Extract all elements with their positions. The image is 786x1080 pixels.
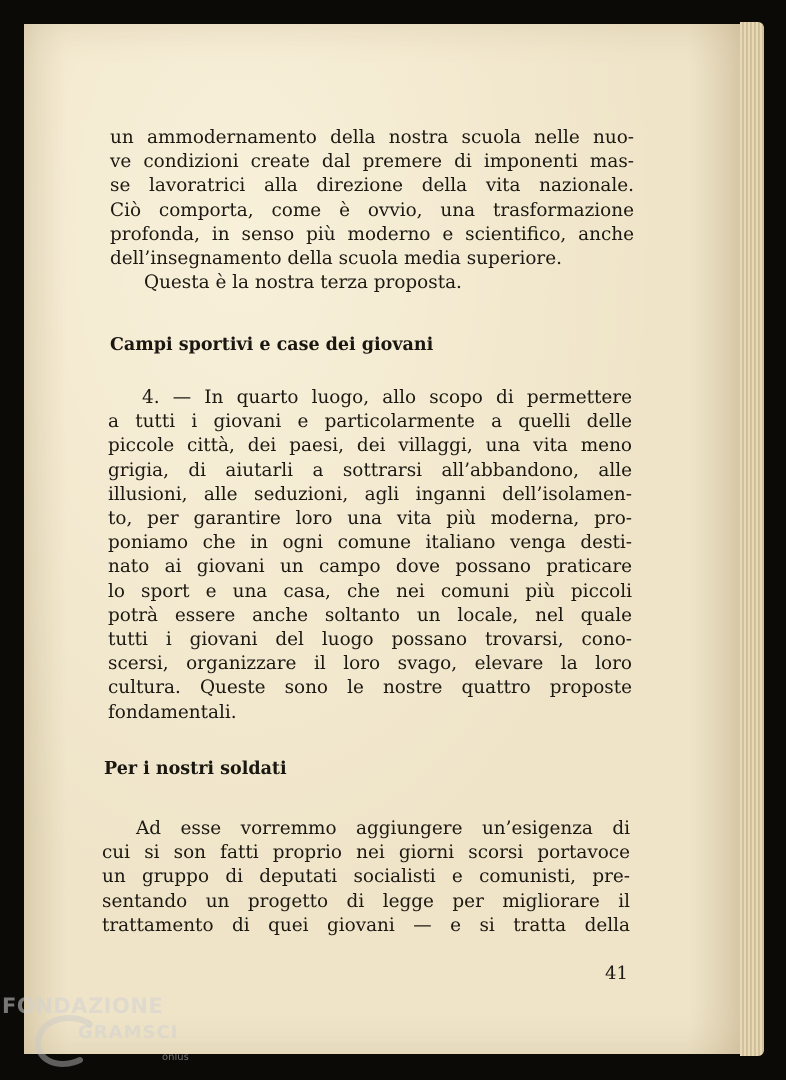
text-line: Ad esse vorremmo aggiungere un’esigenza di [136, 818, 630, 839]
text-line: piccole città, dei paesi, dei villaggi, una vita meno [108, 435, 632, 457]
paragraph-school-reform [110, 126, 634, 295]
text-line: fondamentali. [108, 701, 237, 723]
watermark-suffix: onlus [162, 1052, 189, 1063]
text-line: nato ai giovani un campo dove possano praticare [108, 556, 632, 578]
paragraph-fourth-proposal [108, 386, 632, 725]
text-line: scersi, organizzare il loro svago, elevare la loro [108, 653, 632, 675]
text-line: lo sport e una casa, che nei comuni più piccoli [108, 580, 632, 602]
text-line: potrà essere anche soltanto un locale, nel quale [108, 604, 632, 626]
text-line: trattamento di quei giovani — e si tratta della [102, 914, 630, 936]
page-number: 41 [605, 963, 628, 984]
text-line: poniamo che in ogni comune italiano venga desti- [108, 532, 632, 554]
text-line: cultura. Queste sono le nostre quattro proposte [108, 677, 632, 699]
text-line: tutti i giovani del luogo possano trovarsi, cono- [108, 629, 632, 651]
text-line: dell’insegnamento della scuola media superiore. [110, 248, 562, 270]
text-line: se lavoratrici alla direzione della vita nazionale. [110, 175, 634, 197]
text-line: grigia, di aiutarli a sottrarsi all’abbandono, alle [108, 459, 632, 481]
text-line: cui si son fatti proprio nei giorni scorsi portavoce [102, 842, 630, 864]
section-heading-sports: Campi sportivi e case dei giovani [110, 335, 434, 355]
text-line: illusioni, alle seduzioni, agli inganni dell’isolamen- [108, 483, 632, 505]
watermark-title: FONDAZIONE [2, 994, 164, 1018]
text-line: sentando un progetto di legge per migliorare il [102, 890, 630, 912]
text-line: un ammodernamento della nostra scuola nelle nuo- [110, 127, 634, 148]
text-line: to, per garantire loro una vita più moderna, pro- [108, 508, 632, 530]
watermark-logo [2, 994, 202, 1074]
text-line: Ciò comporta, come è ovvio, una trasformazione [110, 199, 634, 221]
text-line: a tutti i giovani e particolarmente a quelli delle [108, 411, 632, 433]
section-heading-soldiers: Per i nostri soldati [104, 759, 287, 779]
page-edge [740, 22, 764, 1056]
text-line: un gruppo di deputati socialisti e comunisti, pre- [102, 866, 630, 888]
text-line: 4. — In quarto luogo, allo scopo di permettere [142, 387, 632, 408]
text-line: Questa è la nostra terza proposta. [144, 272, 462, 294]
paragraph-soldiers [102, 817, 630, 938]
watermark-subtitle: GRAMSCI [78, 1022, 179, 1043]
text-line: ve condizioni create dal premere di imponenti mas- [110, 151, 634, 173]
text-line: profonda, in senso più moderno e scientifico, anche [110, 223, 634, 245]
